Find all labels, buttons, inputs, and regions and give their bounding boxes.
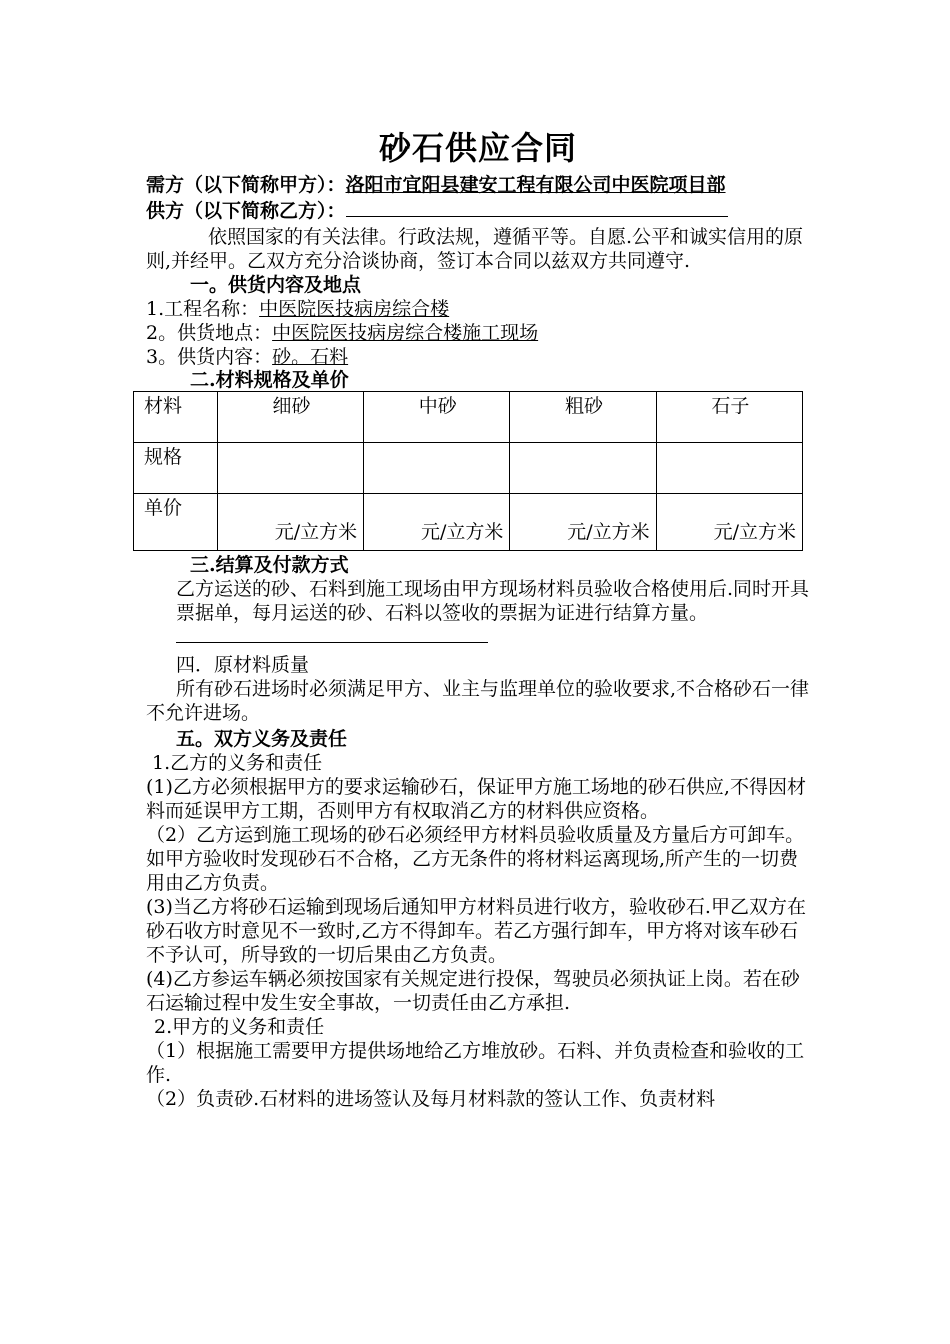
seller-blank xyxy=(346,216,728,217)
settlement-blank xyxy=(176,642,488,643)
table-row xyxy=(134,443,803,494)
section5-heading: 五。双方义务及责任 xyxy=(176,728,348,750)
document-title: 砂石供应合同 xyxy=(378,129,577,167)
price-cell: 元/立方米 xyxy=(510,494,656,551)
buyer-label: 需方（以下简称甲方）： xyxy=(146,174,346,196)
table-header-cell: 石子 xyxy=(656,392,802,443)
table-header-cell: 细砂 xyxy=(217,392,363,443)
supply-item xyxy=(146,321,810,345)
quality-paragraph: 所有砂石进场时必须满足甲方、业主与监理单位的验收要求,不合格砂石一律不允许进场。 xyxy=(146,678,810,724)
section4-heading: 四．原材料质量 xyxy=(176,654,310,676)
clause-item: (4)乙方参运车辆必须按国家有关规定进行投保，驾驶员必须执证上岗。若在砂石运输过程中发生安全事故，一切责任由乙方承担. xyxy=(146,968,800,1014)
row-label-cell: 单价 xyxy=(134,494,218,551)
item-value: 中医院医技病房综合楼施工现场 xyxy=(272,322,539,344)
supply-item xyxy=(146,345,810,369)
price-cell: 元/立方米 xyxy=(364,494,510,551)
row-label-cell: 规格 xyxy=(134,443,218,494)
spec-table xyxy=(133,391,803,551)
table-row xyxy=(134,392,803,443)
buyer-line xyxy=(146,174,810,197)
item-label: 1.工程名称： xyxy=(146,298,260,320)
table-cell xyxy=(510,443,656,494)
contract-page xyxy=(146,128,810,1111)
settlement-text: 乙方运送的砂、石料到施工现场由甲方现场材料员验收合格使用后.同时开具票据单，每月运送的砂、石料以签收的票据为证进行结算方量。 xyxy=(176,578,810,624)
settlement-paragraph xyxy=(146,577,810,649)
price-cell: 元/立方米 xyxy=(217,494,363,551)
supply-item xyxy=(146,297,810,321)
table-row xyxy=(134,494,803,551)
table-cell xyxy=(217,443,363,494)
table-cell xyxy=(364,443,510,494)
section3-heading: 三.结算及付款方式 xyxy=(190,554,349,576)
table-header-cell: 材料 xyxy=(134,392,218,443)
intro-paragraph: 依照国家的有关法律。行政法规，遵循平等。自愿.公平和诚实信用的原则,并经甲。乙双方充分洽谈协商，签订本合同以兹双方共同遵守. xyxy=(146,226,804,272)
clause-item: （2）负责砂.石材料的进场签认及每月材料款的签认工作、负责材料 xyxy=(146,1088,716,1110)
table-header-cell: 中砂 xyxy=(364,392,510,443)
subsection-heading: 2.甲方的义务和责任 xyxy=(154,1016,325,1038)
buyer-name: 洛阳市宜阳县建安工程有限公司中医院项目部 xyxy=(345,174,726,196)
section1-heading: 一。供货内容及地点 xyxy=(190,274,362,296)
clause-item: （2）乙方运到施工现场的砂石必须经甲方材料员验收质量及方量后方可卸车。如甲方验收时发现砂石不合格，乙方无条件的将材料运离现场,所产生的一切费用由乙方负责。 xyxy=(146,824,805,894)
seller-label: 供方（以下简称乙方）： xyxy=(146,200,346,222)
clause-item: (1)乙方必须根据甲方的要求运输砂石，保证甲方施工场地的砂石供应,不得因材料而延误甲方工期，否则甲方有权取消乙方的材料供应资格。 xyxy=(146,776,806,822)
subsection-heading: 1.乙方的义务和责任 xyxy=(152,752,323,774)
item-label: 3。供货内容： xyxy=(146,346,273,368)
clause-item: (3)当乙方将砂石运输到现场后通知甲方材料员进行收方，验收砂石.甲乙双方在砂石收方时意见不一致时,乙方不得卸车。若乙方强行卸车，甲方将对该车砂石不予认可，所导致的一切后果由乙方负责。 xyxy=(146,896,806,966)
seller-line xyxy=(146,200,810,223)
item-label: 2。供货地点： xyxy=(146,322,273,344)
item-value: 砂。石料 xyxy=(272,346,349,368)
item-value: 中医院医技病房综合楼 xyxy=(259,298,450,320)
section2-heading: 二.材料规格及单价 xyxy=(190,369,349,391)
clause-item: （1）根据施工需要甲方提供场地给乙方堆放砂。石料、并负责检查和验收的工作. xyxy=(146,1040,805,1086)
price-cell: 元/立方米 xyxy=(656,494,802,551)
table-header-cell: 粗砂 xyxy=(510,392,656,443)
table-cell xyxy=(656,443,802,494)
